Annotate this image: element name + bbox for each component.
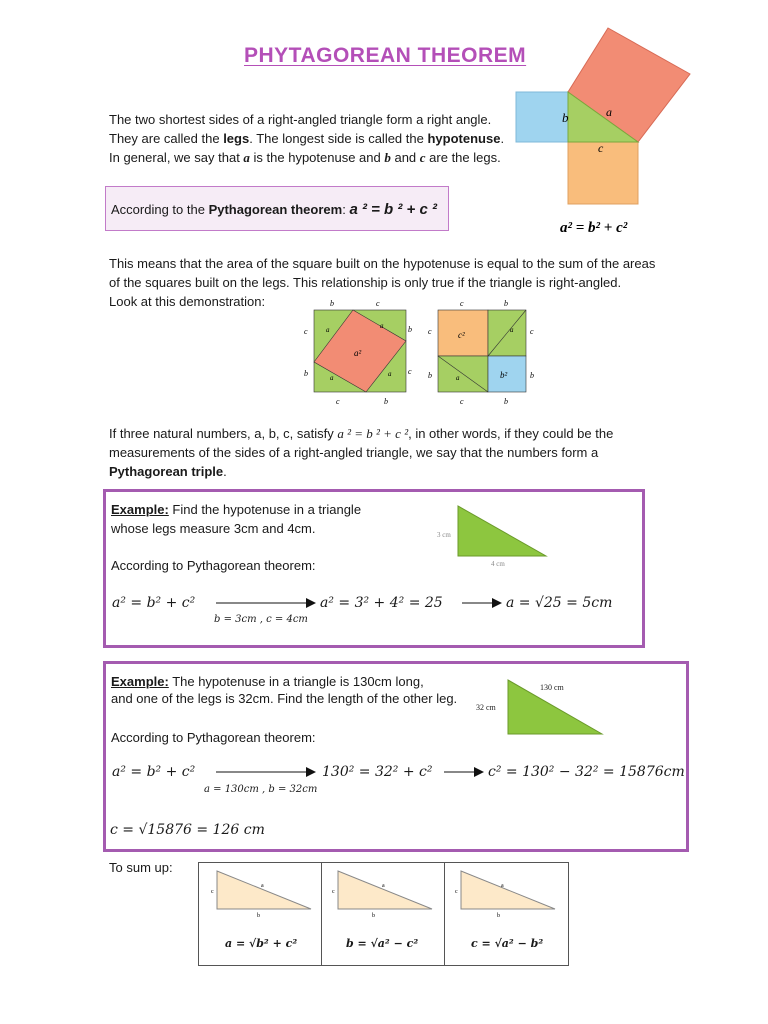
sumup-table (198, 862, 569, 966)
svg-text:c²: c² (458, 330, 465, 340)
ex1-eq3: a = √25 = 5cm (506, 595, 613, 611)
svg-text:c: c (428, 327, 432, 336)
svg-text:a: a (501, 883, 504, 889)
svg-text:c: c (376, 299, 380, 308)
intro-line-2: They are called the legs. The longest side is called the hypotenuse. (109, 131, 505, 146)
demo-right-square (428, 299, 534, 406)
svg-text:a²: a² (354, 348, 362, 358)
example-1-box: Example: Find the hypotenuse in a triangle whose legs measure 3cm and 4cm. According to Pythagorean theorem: a² = b² + c² b = 3cm , c = 4cm a² = 3² + 4² = 25 a = √25 = 5cm 3 cm 4 cm (103, 489, 645, 648)
page-title: PHYTAGOREAN THEOREM (244, 44, 527, 67)
ex1-eq2: a² = 3² + 4² = 25 (320, 595, 443, 611)
triple-paragraph: If three natural numbers, a, b, c, satisfy a ² = b ² + c ², in other words, if they could be the measurements of the sides of a right-angled triangle, we say that the numbers form a Pythagorean triple. (109, 426, 614, 479)
square-b (516, 92, 568, 142)
svg-text:c: c (530, 327, 534, 336)
ex1-arrow-2 (462, 596, 502, 610)
ex2-eq2: 130² = 32² + c² (322, 764, 433, 780)
label-c: c (598, 141, 604, 155)
ex2-eq1: a² = b² + c² (112, 764, 196, 780)
svg-text:b: b (530, 371, 534, 380)
sumup-cell-1 (199, 863, 322, 965)
svg-text:130 cm: 130 cm (540, 683, 564, 692)
svg-text:b²: b² (500, 370, 508, 380)
svg-text:c: c (304, 327, 308, 336)
ex1-arrow-label: b = 3cm , c = 4cm (214, 614, 308, 625)
svg-text:32 cm: 32 cm (476, 703, 496, 712)
svg-text:c: c (460, 299, 464, 308)
svg-text:4 cm: 4 cm (491, 560, 505, 568)
figure-formula: a² = b² + c² (560, 220, 628, 236)
demonstration-figure (300, 298, 550, 408)
svg-text:b: b (372, 913, 375, 919)
sumup-formula-1: a = √b² + c² (225, 937, 298, 950)
svg-text:a: a (382, 883, 385, 889)
ex2-triangle (474, 676, 604, 738)
svg-text:a: a (326, 326, 330, 334)
svg-text:a: a (261, 883, 264, 889)
svg-text:b: b (504, 299, 508, 308)
svg-text:b: b (504, 397, 508, 406)
ex1-arrow (216, 596, 316, 610)
theorem-formula: a ² = b ² + c ² (349, 201, 437, 218)
sumup-formula-2: b = √a² − c² (346, 937, 419, 950)
svg-text:b: b (428, 371, 432, 380)
svg-text:c: c (332, 889, 335, 895)
svg-text:3 cm: 3 cm (437, 531, 451, 539)
svg-text:c: c (211, 889, 214, 895)
svg-text:b: b (384, 397, 388, 406)
svg-text:c: c (336, 397, 340, 406)
label-b: b (562, 110, 569, 125)
pythagoras-squares-figure (512, 24, 702, 244)
sumup-cell-3 (445, 863, 568, 965)
ex2-arrow (216, 765, 316, 779)
svg-text:a: a (510, 326, 514, 334)
svg-text:c: c (455, 889, 458, 895)
sumup-label: To sum up: (109, 860, 173, 875)
theorem-box: According to the Pythagorean theorem: a ² = b ² + c ² (105, 186, 449, 231)
svg-text:c: c (408, 367, 412, 376)
ex1-triangle (431, 502, 551, 572)
ex2-arrow-2 (444, 765, 484, 779)
svg-text:c: c (460, 397, 464, 406)
svg-text:b: b (257, 913, 260, 919)
svg-text:b: b (304, 369, 308, 378)
svg-text:a: a (388, 370, 392, 378)
sumup-cell-2 (322, 863, 445, 965)
intro-line-1: The two shortest sides of a right-angled triangle form a right angle. (109, 112, 492, 127)
svg-text:b: b (408, 325, 412, 334)
ex2-eq4: c = √15876 = 126 cm (110, 822, 265, 838)
svg-text:b: b (330, 299, 334, 308)
ex2-arrow-label: a = 130cm , b = 32cm (204, 784, 318, 795)
intro-line-3: In general, we say that a is the hypotenuse and b and c are the legs. (109, 150, 501, 165)
ex2-eq3: c² = 130² − 32² = 15876cm (488, 764, 685, 780)
sumup-formula-3: c = √a² − b² (471, 937, 544, 950)
svg-text:b: b (497, 913, 500, 919)
svg-text:a: a (456, 374, 460, 382)
label-a: a (606, 105, 612, 119)
svg-text:a: a (330, 374, 334, 382)
ex1-eq1: a² = b² + c² (112, 595, 196, 611)
demo-left-square (304, 299, 412, 406)
intro-paragraph (109, 110, 529, 167)
example-2-box: Example: The hypotenuse in a triangle is 130cm long, and one of the legs is 32cm. Find the length of the other leg. According to Pythagorean theorem: a² = b² + c² a = 130cm , b = 32cm 130² = 32² + c² c² = 130² − 32² = 15876cm c = √15876 = 126 cm 130 cm 32 cm (103, 661, 689, 852)
meaning-paragraph: This means that the area of the square built on the hypotenuse is equal to the sum of the areas of the squares built on the legs. This relationship is only true if the triangle is right-angled. Look at this demonstration: (109, 256, 656, 309)
svg-text:a: a (380, 322, 384, 330)
